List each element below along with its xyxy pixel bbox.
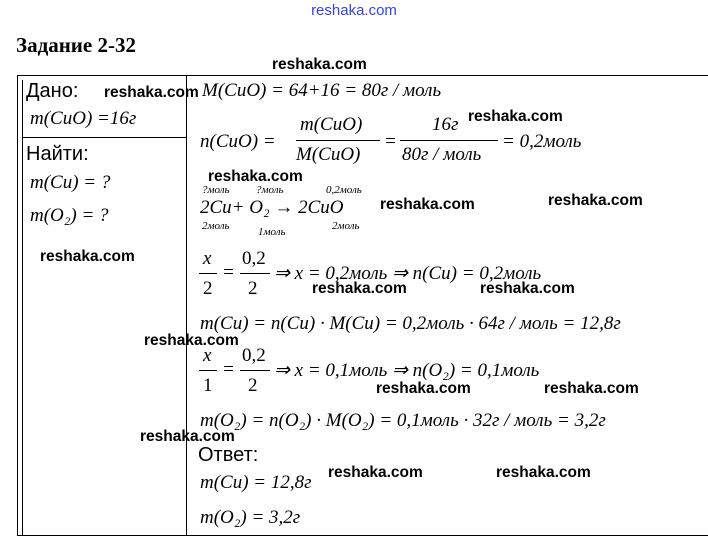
watermark: reshaka.com [140, 428, 235, 445]
fraction-num-1: m(CuO) [300, 114, 363, 135]
site-header-link[interactable]: reshaka.com [311, 2, 397, 19]
reaction-above-o2: ?моль [256, 184, 284, 196]
table-border-top [17, 75, 708, 76]
watermark: reshaka.com [548, 192, 643, 209]
watermark: reshaka.com [328, 464, 423, 481]
answer-label: Ответ: [198, 444, 259, 466]
watermark: reshaka.com [480, 280, 575, 297]
table-inner-border [22, 80, 23, 535]
watermark: reshaka.com [544, 380, 639, 397]
given-separator [22, 137, 186, 138]
watermark: reshaka.com [104, 84, 199, 101]
reaction-below-o2: 1моль [258, 226, 286, 238]
task-title: Задание 2-32 [16, 33, 136, 57]
watermark: reshaka.com [144, 332, 239, 349]
answer-cu: m(Cu) = 12,8г [200, 472, 312, 493]
watermark: reshaka.com [380, 196, 475, 213]
prop2-den-a: 1 [203, 375, 213, 396]
watermark: reshaka.com [468, 108, 563, 125]
prop1-bar-a [199, 273, 217, 274]
fraction-den-2: 80г / моль [402, 144, 482, 165]
table-border-left [17, 75, 18, 535]
given-mass: m(CuO) =16г [30, 108, 137, 129]
watermark: reshaka.com [312, 280, 407, 297]
moles-lhs: n(CuO) = [200, 131, 276, 152]
fraction-bar-1 [296, 140, 380, 141]
equals-sign: = [384, 131, 397, 152]
prop1-result: ⇒ x = 0,2моль ⇒ n(Cu) = 0,2моль [274, 263, 542, 284]
prop2-result: ⇒ x = 0,1моль ⇒ n(O₂) = 0,1моль [274, 360, 540, 381]
find-item-cu: m(Cu) = ? [30, 172, 111, 193]
molar-mass-equation: M(CuO) = 64+16 = 80г / моль [202, 80, 442, 101]
moles-result: = 0,2моль [502, 131, 582, 152]
watermark: reshaka.com [272, 56, 367, 73]
prop1-num-a: x [203, 248, 212, 269]
prop2-bar-a [199, 370, 217, 371]
reaction-equation: 2Cu+ O₂ → 2CuO [200, 197, 344, 218]
fraction-num-2: 16г [432, 114, 459, 135]
given-label: Дано: [26, 80, 79, 102]
watermark: reshaka.com [40, 248, 135, 265]
watermark: reshaka.com [496, 464, 591, 481]
prop2-den-b: 2 [248, 375, 258, 396]
reaction-below-cu: 2моль [202, 220, 230, 232]
mass-cu-equation: m(Cu) = n(Cu) · M(Cu) = 0,2моль · 64г / моль = 12,8г [200, 313, 621, 334]
prop1-num-b: 0,2 [242, 248, 266, 269]
find-item-o2: m(O₂) = ? [30, 205, 109, 226]
table-border-bottom [17, 535, 708, 536]
reaction-above-cuo: 0,2моль [326, 184, 362, 196]
prop2-num-a: x [203, 345, 212, 366]
reaction-below-cuo: 2моль [332, 220, 360, 232]
table-column-divider [186, 75, 187, 535]
mass-o2-equation: m(O₂) = n(O₂) · M(O₂) = 0,1моль · 32г / моль = 3,2г [200, 410, 606, 431]
fraction-den-1: M(CuO) [296, 144, 361, 165]
fraction-bar-2 [400, 140, 498, 141]
prop1-bar-b [240, 273, 270, 274]
prop2-equals: = [222, 359, 235, 380]
watermark: reshaka.com [208, 168, 303, 185]
prop1-den-b: 2 [248, 278, 258, 299]
reaction-above-cu: ?моль [202, 184, 230, 196]
answer-o2: m(O₂) = 3,2г [200, 507, 301, 528]
prop2-num-b: 0,2 [242, 345, 266, 366]
prop1-equals: = [222, 262, 235, 283]
prop1-den-a: 2 [203, 278, 213, 299]
prop2-bar-b [240, 370, 270, 371]
find-label: Найти: [26, 143, 89, 165]
watermark: reshaka.com [376, 380, 471, 397]
